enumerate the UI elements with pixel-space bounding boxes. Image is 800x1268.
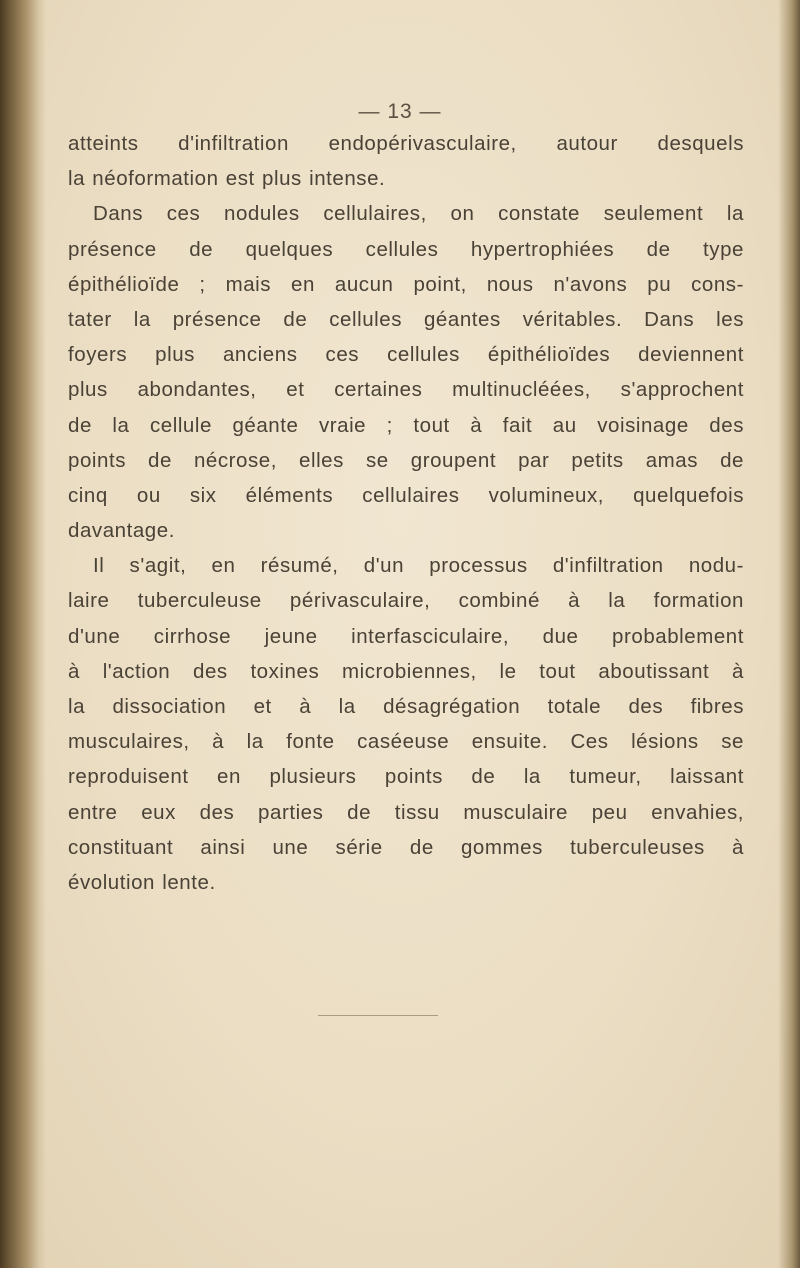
text-line: la dissociation et à la désagrégation totale des fibres	[68, 695, 744, 718]
text-line: entre eux des parties de tissu musculaire peu envahies,	[68, 800, 744, 824]
text-line: la néoformation est plus intense.	[68, 167, 386, 191]
paragraph-start-line: Dans ces nodules cellulaires, on constate seulement la	[93, 202, 744, 226]
page-edge-shadow	[778, 0, 800, 1268]
body-text	[68, 126, 744, 900]
text-line: reproduisent en plusieurs points de la tumeur, laissant	[68, 765, 744, 789]
text-line: atteints d'infiltration endopérivasculaire, autour desquels	[68, 132, 744, 155]
text-line: plus abondantes, et certaines multinucléées, s'approchent	[68, 378, 744, 402]
text-line: foyers plus anciens ces cellules épithélioïdes deviennent	[68, 343, 744, 367]
text-line: constituant ainsi une série de gommes tuberculeuses à	[68, 835, 744, 859]
page-number: — 13 —	[358, 100, 442, 123]
section-divider	[318, 1015, 438, 1016]
text-line: épithélioïde ; mais en aucun point, nous n'avons pu cons-	[68, 272, 744, 296]
text-line: points de nécrose, elles se groupent par petits amas de	[68, 448, 744, 472]
text-line: laire tuberculeuse périvasculaire, combiné à la formation	[68, 589, 744, 613]
text-line: cinq ou six éléments cellulaires volumineux, quelquefois	[68, 483, 744, 507]
paragraph-start-line: Il s'agit, en résumé, d'un processus d'infiltration nodu-	[93, 554, 744, 578]
page-binding-shadow	[0, 0, 46, 1268]
text-line: à l'action des toxines microbiennes, le tout aboutissant à	[68, 659, 744, 683]
text-line: de la cellule géante vraie ; tout à fait au voisinage des	[68, 413, 744, 437]
text-line: musculaires, à la fonte caséeuse ensuite. Ces lésions se	[68, 730, 744, 754]
text-line: tater la présence de cellules géantes véritables. Dans les	[68, 307, 744, 331]
text-line: évolution lente.	[68, 870, 216, 894]
text-line: d'une cirrhose jeune interfasciculaire, due probablement	[68, 624, 744, 648]
text-line: davantage.	[68, 519, 175, 543]
text-line: présence de quelques cellules hypertrophiées de type	[68, 237, 744, 261]
